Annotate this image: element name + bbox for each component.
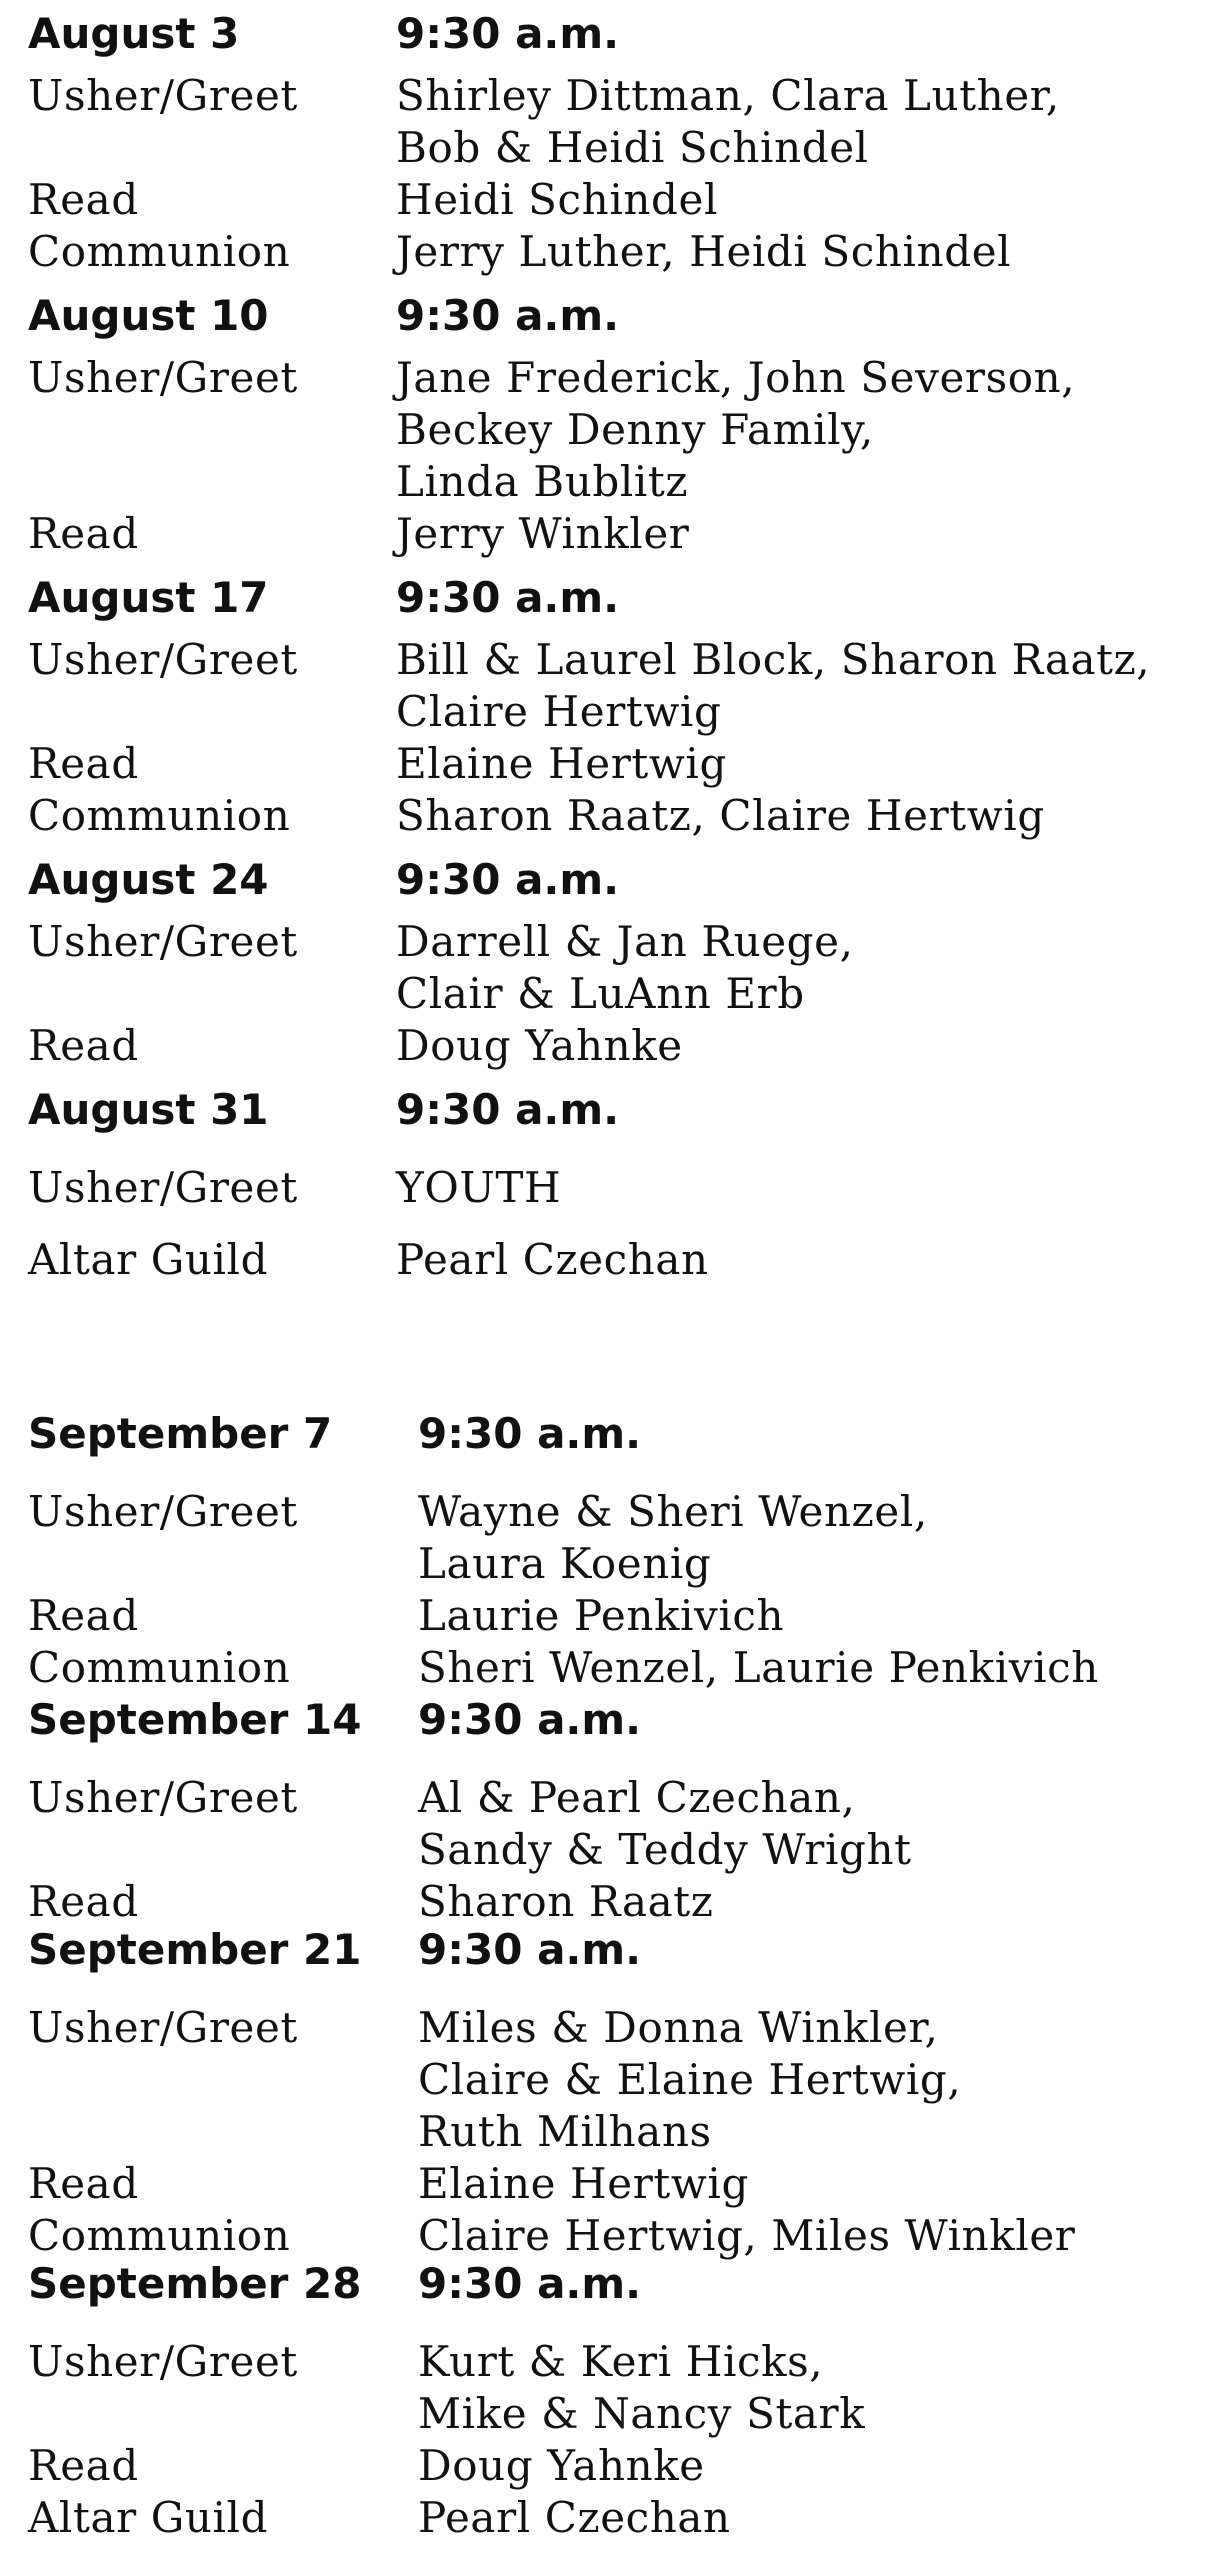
role-label: Altar Guild: [28, 1235, 269, 1284]
role-label: Read: [28, 2159, 139, 2208]
role-label: Communion: [28, 2211, 291, 2260]
volunteer-names: Jane Frederick, John Severson,: [396, 353, 1076, 402]
volunteer-names: Miles & Donna Winkler,: [418, 2003, 939, 2052]
role-label: Usher/Greet: [28, 1163, 298, 1212]
volunteer-names: Kurt & Keri Hicks,: [418, 2337, 824, 2386]
role-label: Communion: [28, 791, 291, 840]
role-label: Read: [28, 1021, 139, 1070]
volunteer-names: Elaine Hertwig: [418, 2159, 749, 2208]
volunteer-names: Claire Hertwig: [396, 687, 722, 736]
role-label: Communion: [28, 227, 291, 276]
service-date: August 17: [28, 573, 269, 622]
volunteer-names: Beckey Denny Family,: [396, 405, 874, 454]
role-label: Read: [28, 2441, 139, 2490]
volunteer-names: Darrell & Jan Ruege,: [396, 917, 854, 966]
service-time: 9:30 a.m.: [396, 1085, 620, 1134]
role-label: Usher/Greet: [28, 353, 298, 402]
volunteer-names: YOUTH: [396, 1163, 562, 1212]
role-label: Altar Guild: [28, 2493, 269, 2542]
role-label: Read: [28, 1877, 139, 1926]
service-time: 9:30 a.m.: [396, 855, 620, 904]
role-label: Usher/Greet: [28, 917, 298, 966]
volunteer-names: Bill & Laurel Block, Sharon Raatz,: [396, 635, 1151, 684]
service-time: 9:30 a.m.: [396, 9, 620, 58]
volunteer-names: Linda Bublitz: [396, 457, 689, 506]
volunteer-names: Pearl Czechan: [418, 2493, 731, 2542]
volunteer-names: Ruth Milhans: [418, 2107, 712, 2156]
volunteer-names: Sharon Raatz, Claire Hertwig: [396, 791, 1045, 840]
service-time: 9:30 a.m.: [418, 1695, 642, 1744]
role-label: Read: [28, 739, 139, 788]
volunteer-names: Sharon Raatz: [418, 1877, 714, 1926]
service-date: September 21: [28, 1925, 362, 1974]
volunteer-names: Elaine Hertwig: [396, 739, 727, 788]
volunteer-names: Sheri Wenzel, Laurie Penkivich: [418, 1643, 1099, 1692]
role-label: Usher/Greet: [28, 71, 298, 120]
volunteer-names: Mike & Nancy Stark: [418, 2389, 866, 2438]
volunteer-names: Heidi Schindel: [396, 175, 718, 224]
role-label: Read: [28, 509, 139, 558]
service-date: September 14: [28, 1695, 362, 1744]
volunteer-names: Clair & LuAnn Erb: [396, 969, 805, 1018]
role-label: Usher/Greet: [28, 1487, 298, 1536]
volunteer-names: Shirley Dittman, Clara Luther,: [396, 71, 1060, 120]
volunteer-names: Bob & Heidi Schindel: [396, 123, 869, 172]
service-date: August 10: [28, 291, 269, 340]
volunteer-names: Claire Hertwig, Miles Winkler: [418, 2211, 1076, 2260]
role-label: Usher/Greet: [28, 2003, 298, 2052]
volunteer-names: Wayne & Sheri Wenzel,: [418, 1487, 928, 1536]
volunteer-names: Al & Pearl Czechan,: [418, 1773, 856, 1822]
role-label: Usher/Greet: [28, 2337, 298, 2386]
role-label: Usher/Greet: [28, 635, 298, 684]
volunteer-names: Doug Yahnke: [418, 2441, 705, 2490]
volunteer-names: Pearl Czechan: [396, 1235, 709, 1284]
service-date: September 28: [28, 2259, 362, 2308]
volunteer-names: Laura Koenig: [418, 1539, 712, 1588]
role-label: Read: [28, 175, 139, 224]
volunteer-names: Jerry Winkler: [396, 509, 690, 558]
service-time: 9:30 a.m.: [396, 291, 620, 340]
role-label: Read: [28, 1591, 139, 1640]
service-date: September 7: [28, 1409, 333, 1458]
volunteer-names: Laurie Penkivich: [418, 1591, 785, 1640]
service-date: August 3: [28, 9, 240, 58]
service-time: 9:30 a.m.: [396, 573, 620, 622]
volunteer-names: Doug Yahnke: [396, 1021, 683, 1070]
volunteer-names: Jerry Luther, Heidi Schindel: [396, 227, 1012, 276]
service-time: 9:30 a.m.: [418, 2259, 642, 2308]
service-time: 9:30 a.m.: [418, 1409, 642, 1458]
volunteer-names: Sandy & Teddy Wright: [418, 1825, 912, 1874]
role-label: Usher/Greet: [28, 1773, 298, 1822]
service-date: August 24: [28, 855, 269, 904]
service-date: August 31: [28, 1085, 269, 1134]
service-time: 9:30 a.m.: [418, 1925, 642, 1974]
volunteer-names: Claire & Elaine Hertwig,: [418, 2055, 962, 2104]
role-label: Communion: [28, 1643, 291, 1692]
